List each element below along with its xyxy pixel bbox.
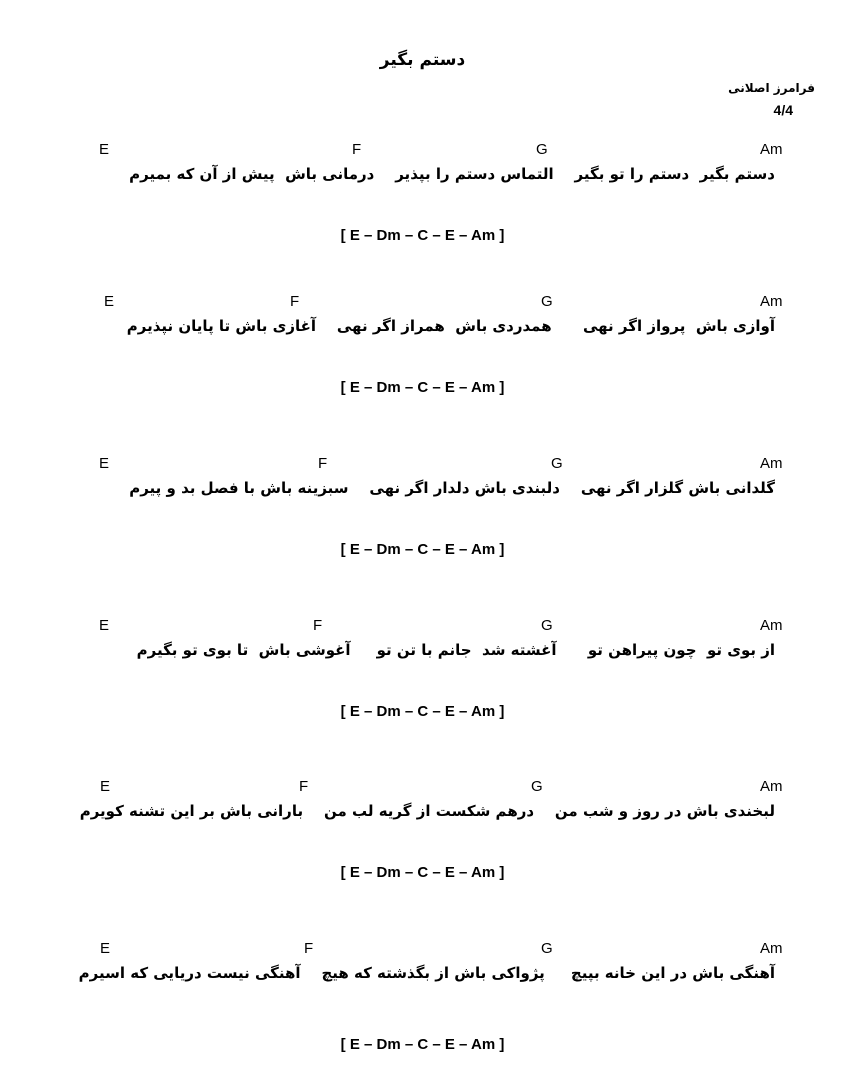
- verse: [0, 455, 845, 575]
- lyric-line: آهنگی باش در این خانه بپیچ پژواکی باش از بگذشته که هیچ آهنگی نیست دریایی که اسیرم: [78, 964, 775, 982]
- chord-g: G: [531, 778, 543, 795]
- chord-f: F: [352, 141, 362, 158]
- chord-e: E: [100, 778, 111, 795]
- lyric-line: لبخندی باش در روز و شب من درهم شکست از گریه لب من بارانی باش بر این تشنه کویرم: [79, 802, 775, 820]
- song-title: دستم بگیر: [379, 50, 466, 70]
- chord-e: E: [104, 293, 115, 310]
- chord-am: Am: [760, 940, 783, 957]
- verse: [0, 778, 845, 898]
- chord-am: Am: [760, 778, 783, 795]
- composer-name: فرامرز اصلانی: [728, 81, 815, 95]
- chord-g: G: [536, 141, 548, 158]
- chord-e: E: [100, 940, 111, 957]
- verse: [0, 293, 845, 413]
- chord-f: F: [290, 293, 300, 310]
- lyric-line: از بوی تو چون پیراهن تو آغشته شد جانم با تن تو آغوشی باش تا بوی تو بگیرم: [136, 641, 775, 659]
- chord-am: Am: [760, 141, 783, 158]
- chord-f: F: [304, 940, 314, 957]
- chord-f: F: [318, 455, 328, 472]
- chord-progression: [ E – Dm – C – E – Am ]: [340, 227, 505, 244]
- verse: [0, 617, 845, 737]
- verse: [0, 940, 845, 1060]
- chord-g: G: [541, 617, 553, 634]
- chord-progression: [ E – Dm – C – E – Am ]: [340, 541, 505, 558]
- time-signature: 4/4: [773, 102, 793, 118]
- verse: [0, 141, 845, 261]
- chord-progression: [ E – Dm – C – E – Am ]: [340, 379, 505, 396]
- chord-am: Am: [760, 617, 783, 634]
- chord-f: F: [299, 778, 309, 795]
- lyric-line: دستم بگیر دستم را تو بگیر التماس دستم را بپذیر درمانی باش پیش از آن که بمیرم: [129, 165, 775, 183]
- lyric-line: گلدانی باش گلزار اگر نهی دلبندی باش دلدار اگر نهی سبزینه باش با فصل بد و پیرم: [129, 479, 775, 497]
- chord-g: G: [541, 293, 553, 310]
- chord-e: E: [99, 141, 110, 158]
- chord-am: Am: [760, 293, 783, 310]
- chord-f: F: [313, 617, 323, 634]
- chord-e: E: [99, 617, 110, 634]
- chord-progression: [ E – Dm – C – E – Am ]: [340, 1036, 505, 1053]
- chord-e: E: [99, 455, 110, 472]
- chord-g: G: [541, 940, 553, 957]
- chord-am: Am: [760, 455, 783, 472]
- lyric-line: آوازی باش پرواز اگر نهی همدردی باش همراز اگر نهی آغازی باش تا پایان نپذیرم: [126, 317, 775, 335]
- chord-progression: [ E – Dm – C – E – Am ]: [340, 703, 505, 720]
- chord-progression: [ E – Dm – C – E – Am ]: [340, 864, 505, 881]
- chord-g: G: [551, 455, 563, 472]
